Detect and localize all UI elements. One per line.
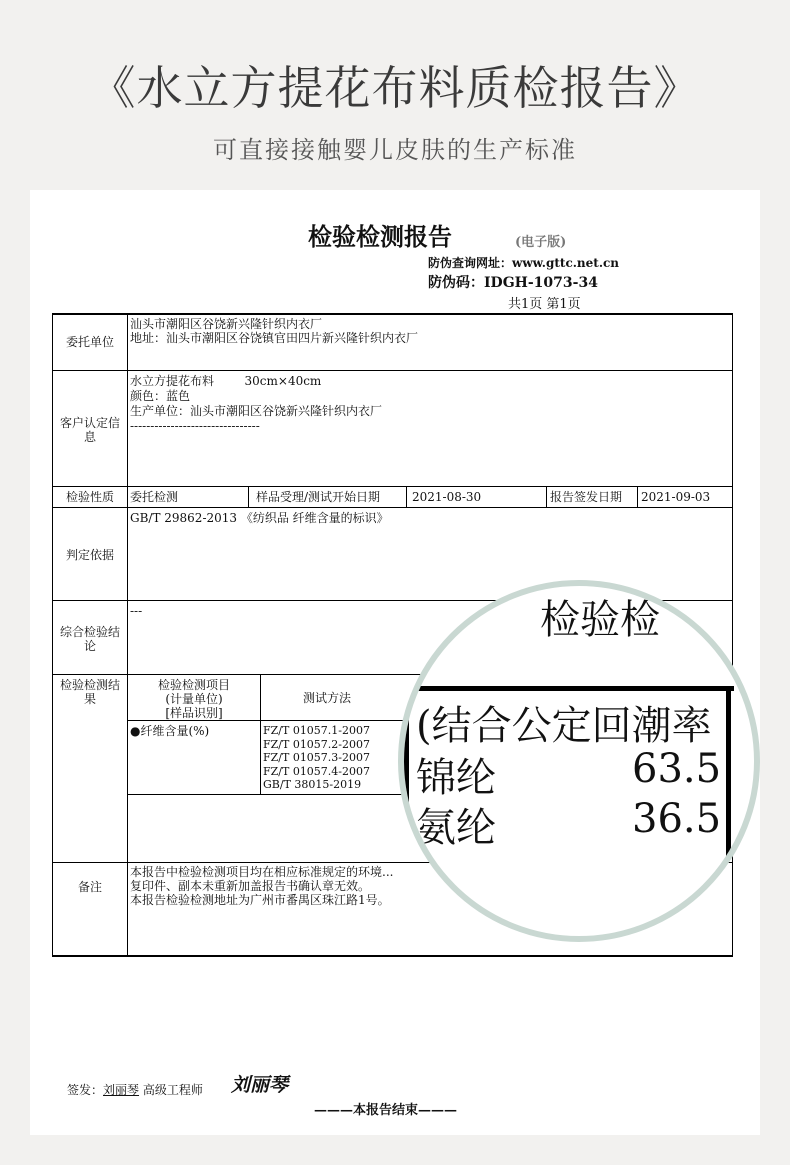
receive-date-label: 样品受理/测试开始日期 bbox=[256, 490, 381, 504]
signer-name: 刘丽琴 bbox=[103, 1083, 140, 1097]
product-name: 水立方提花布料 30cm×40cm bbox=[130, 374, 322, 388]
issue-date: 2021-09-03 bbox=[641, 490, 711, 504]
product-producer: 生产单位：汕头市潮阳区谷饶新兴隆针织内衣厂 bbox=[130, 404, 383, 418]
dash-line: -------------------------------- bbox=[130, 419, 260, 433]
report-title: 检验检测报告 bbox=[308, 223, 452, 251]
client-label: 委托单位 bbox=[65, 335, 114, 349]
basis-value: GB/T 29862-2013 《纺织品 纤维含量的标识》 bbox=[130, 511, 389, 525]
report-edition: (电子版) bbox=[515, 235, 567, 250]
remark-text: 本报告中检验检测项目均在相应标准规定的环境... 复印件、副本未重新加盖报告书确认章无效。 本报告检验检测地址为广州市番禺区珠江路1号。 bbox=[130, 865, 394, 907]
report-end: ———本报告结束——— bbox=[314, 1103, 458, 1118]
zoom-heading: 检验检 bbox=[540, 597, 660, 643]
anti-fake-url: 防伪查询网址：www.gttc.net.cn bbox=[428, 256, 620, 270]
anti-fake-code: 防伪码：IDGH-1073-34 bbox=[428, 275, 598, 291]
signer-title: 高级工程师 bbox=[142, 1083, 203, 1097]
page-subtitle: 可直接接触婴儿皮肤的生产标准 bbox=[213, 136, 577, 164]
nature-label: 检验性质 bbox=[65, 490, 114, 504]
signature-line bbox=[67, 1081, 203, 1098]
handwritten-signature: 刘丽琴 bbox=[231, 1074, 289, 1096]
item-header: 检验检测项目 (计量单位) [样品识别] bbox=[157, 678, 230, 720]
item-value: ●纤维含量(%) bbox=[130, 724, 210, 738]
zoom-fiber2-value: 36.5 bbox=[632, 796, 722, 842]
zoom-fiber1-name: 锦纶 bbox=[416, 755, 496, 801]
issue-date-label: 报告签发日期 bbox=[550, 490, 623, 504]
client-address: 地址：汕头市潮阳区谷饶镇官田四片新兴隆针织内衣厂 bbox=[130, 331, 419, 345]
result-label: 检验检测结果 bbox=[59, 678, 120, 706]
nature-value: 委托检测 bbox=[130, 490, 179, 504]
conclusion-label: 综合检验结论 bbox=[59, 625, 120, 653]
signature-label: 签发： bbox=[67, 1083, 104, 1097]
remark-label: 备注 bbox=[77, 880, 102, 894]
basis-label: 判定依据 bbox=[65, 548, 114, 562]
product-color: 颜色：蓝色 bbox=[130, 389, 191, 403]
magnifier-circle bbox=[398, 580, 760, 942]
test-methods: FZ/T 01057.1-2007 FZ/T 01057.2-2007 FZ/T 01057.3-2007 FZ/T 01057.4-2007 GB/T 38015-2019 bbox=[263, 724, 371, 792]
customer-info-label: 客户认定信息 bbox=[59, 416, 120, 444]
zoom-fiber1-value: 63.5 bbox=[632, 746, 722, 792]
page-count: 共1页 第1页 bbox=[508, 297, 581, 312]
method-header: 测试方法 bbox=[302, 691, 351, 705]
zoom-fiber2-name: 氨纶 bbox=[416, 805, 496, 851]
zoom-condition: (结合公定回潮率 bbox=[416, 703, 712, 749]
client-name: 汕头市潮阳区谷饶新兴隆针织内衣厂 bbox=[130, 317, 323, 331]
page-title: 《水立方提花布料质检报告》 bbox=[89, 61, 701, 115]
conclusion-value: --- bbox=[130, 604, 143, 618]
receive-date: 2021-08-30 bbox=[412, 490, 482, 504]
